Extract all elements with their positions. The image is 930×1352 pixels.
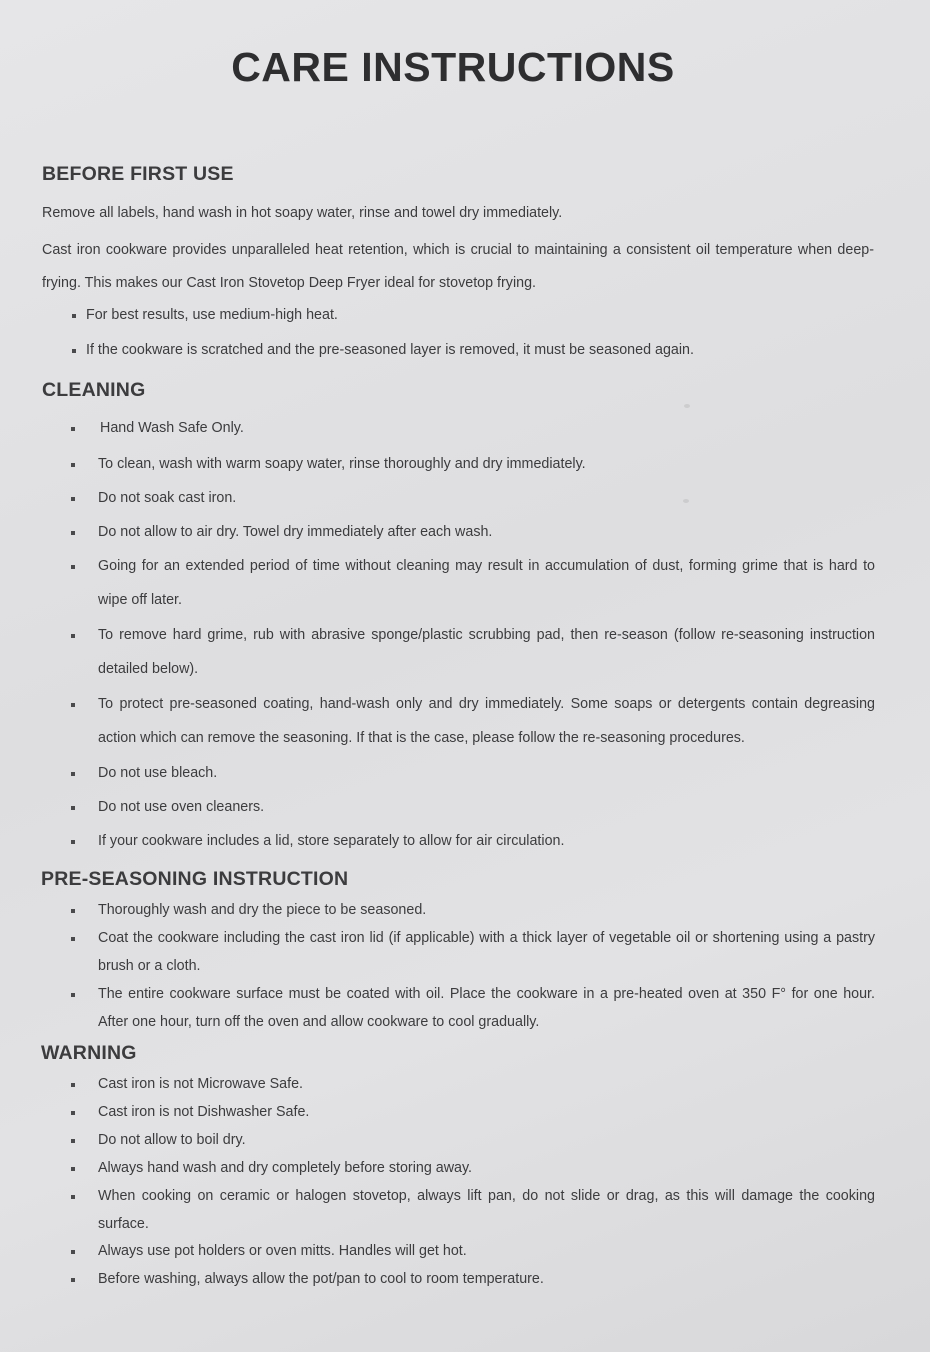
bullet-icon [71, 993, 75, 997]
list-item-text: Cast iron is not Dishwasher Safe. [98, 1104, 310, 1120]
section-heading-before-first-use: BEFORE FIRST USE [42, 163, 234, 185]
section-heading-cleaning: CLEANING [42, 379, 146, 401]
bullet-icon [71, 1278, 75, 1282]
list-item-text: Do not use bleach. [98, 765, 218, 781]
bullet-icon [71, 1139, 75, 1143]
bullet-icon [71, 806, 75, 810]
list-item-text: Hand Wash Safe Only. [100, 420, 244, 436]
paragraph: Remove all labels, hand wash in hot soapy water, rinse and towel dry immediately. [42, 205, 563, 221]
list-item-text: For best results, use medium-high heat. [86, 307, 338, 323]
list-item-text: Do not allow to boil dry. [98, 1132, 246, 1148]
bullet-icon [71, 1195, 75, 1199]
bullet-icon [71, 1250, 75, 1254]
list-item-text: Do not allow to air dry. Towel dry immediately after each wash. [98, 524, 493, 540]
bullet-icon [71, 497, 75, 501]
list-item-text: Always use pot holders or oven mitts. Handles will get hot. [98, 1243, 467, 1259]
bullet-icon [71, 427, 75, 431]
bullet-icon [72, 349, 76, 353]
list-item-text: Before washing, always allow the pot/pan to cool to room temperature. [98, 1271, 544, 1287]
list-item-text: If your cookware includes a lid, store separately to allow for air circulation. [98, 833, 565, 849]
list-item-text: To protect pre-seasoned coating, hand-wash only and dry immediately. Some soaps or detergents contain degreasing action which can remove the seasoning. If that is the case, please follow the re-seasoning procedures. [98, 696, 875, 746]
list-item-text: Going for an extended period of time without cleaning may result in accumulation of dust, forming grime that is hard to wipe off later. [98, 558, 875, 608]
bullet-icon [71, 634, 75, 638]
paper-mark [684, 404, 690, 408]
bullet-icon [71, 1083, 75, 1087]
list-item-text: When cooking on ceramic or halogen stovetop, always lift pan, do not slide or drag, as this will damage the cooking surface. [98, 1188, 875, 1232]
bullet-icon [71, 531, 75, 535]
section-heading-warning: WARNING [41, 1042, 137, 1064]
list-item-text: If the cookware is scratched and the pre-seasoned layer is removed, it must be seasoned again. [86, 342, 694, 358]
bullet-icon [71, 1167, 75, 1171]
list-item-text: To clean, wash with warm soapy water, rinse thoroughly and dry immediately. [98, 456, 586, 472]
list-item-text: To remove hard grime, rub with abrasive sponge/plastic scrubbing pad, then re-season (follow re-seasoning instruction detailed below). [98, 627, 875, 677]
bullet-icon [71, 937, 75, 941]
bullet-icon [71, 703, 75, 707]
list-item-text: Coat the cookware including the cast iron lid (if applicable) with a thick layer of vegetable oil or shortening using a pastry brush or a cloth. [98, 930, 875, 974]
paper-mark [683, 499, 689, 503]
paragraph: Cast iron cookware provides unparalleled heat retention, which is crucial to maintaining a consistent oil temperature when deep-frying. This makes our Cast Iron Stovetop Deep Fryer ideal for stovetop frying. [42, 242, 874, 291]
bullet-icon [71, 565, 75, 569]
list-item-text: Do not use oven cleaners. [98, 799, 265, 815]
list-item-text: Thoroughly wash and dry the piece to be seasoned. [98, 902, 427, 918]
list-item-text: Do not soak cast iron. [98, 490, 237, 506]
list-item-text: Cast iron is not Microwave Safe. [98, 1076, 304, 1092]
list-item-text: The entire cookware surface must be coated with oil. Place the cookware in a pre-heated oven at 350 F° for one hour. After one hour, turn off the oven and allow cookware to cool gradually. [98, 986, 875, 1030]
page-title: CARE INSTRUCTIONS [231, 44, 675, 90]
bullet-icon [71, 463, 75, 467]
bullet-icon [71, 840, 75, 844]
bullet-icon [71, 909, 75, 913]
list-item-text: Always hand wash and dry completely before storing away. [98, 1160, 473, 1176]
bullet-icon [71, 1111, 75, 1115]
bullet-icon [72, 314, 76, 318]
bullet-icon [71, 772, 75, 776]
section-heading-pre-seasoning: PRE-SEASONING INSTRUCTION [41, 868, 349, 890]
